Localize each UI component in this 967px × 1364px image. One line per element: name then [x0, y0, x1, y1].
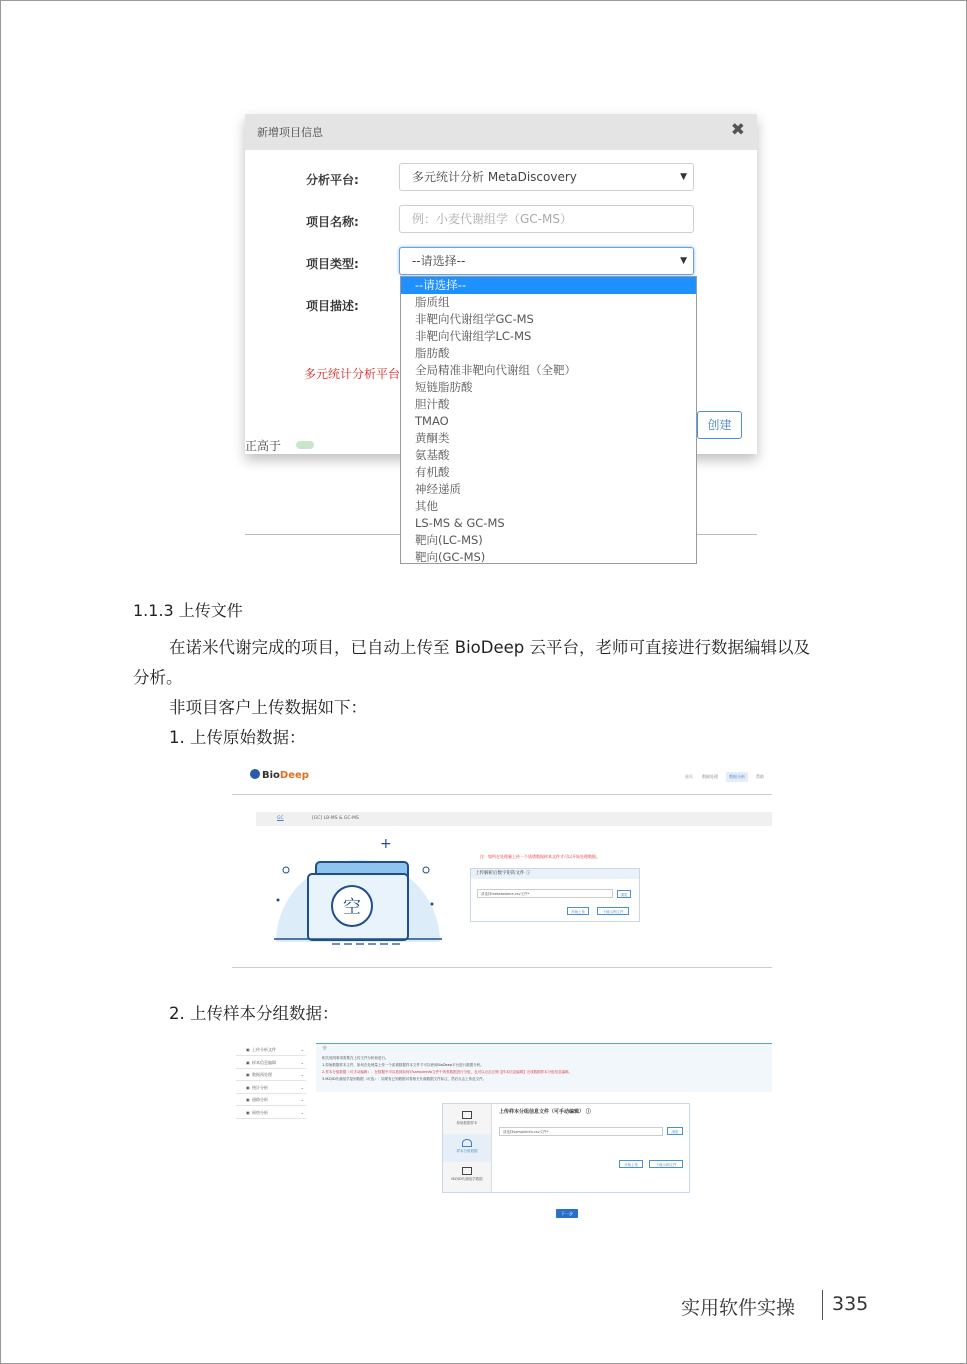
nav-analysis[interactable]: 数据分析	[726, 772, 748, 782]
project-name-input[interactable]	[399, 205, 694, 233]
sidebar-item-label: 网络分析	[252, 1109, 268, 1115]
dropdown-option[interactable]: 脂肪酸	[415, 346, 450, 360]
chevron-down-icon: ⌄	[300, 1097, 304, 1102]
svg-text:+: +	[380, 836, 392, 852]
sidebar-item-label: 数据预处理	[252, 1072, 272, 1077]
sidebar-item-label: 统计分析	[252, 1084, 268, 1090]
sampleinfo-file-input[interactable]: 请选择sampleinfo.csv文件*	[499, 1127, 663, 1136]
info-line: 2.样本分组数据（可手动编辑）：在数据中可以看到如何对sampleinfo文件中所需数据进行分组，也可以点击左侧【样本信息编辑】完成数据样本分组信息编辑。	[322, 1070, 573, 1074]
sample-upload-panel	[442, 1103, 690, 1193]
platform-select[interactable]	[399, 163, 694, 191]
sidebar-item[interactable]	[236, 1070, 306, 1081]
matrix-upload-panel	[470, 868, 640, 922]
tab-label: 原始数据样本	[456, 1121, 478, 1125]
dropdown-option[interactable]: 全局精准非靶向代谢组（全靶）	[415, 363, 576, 377]
molecule-icon	[462, 1167, 472, 1175]
matrix-upload-title: 上传解析后数字矩阵文件 ⓘ	[471, 869, 639, 879]
dropdown-option[interactable]: 短链脂肪酸	[415, 380, 473, 394]
dialog-title: 新增项目信息	[257, 126, 323, 139]
nav-help[interactable]: 帮助	[756, 774, 764, 779]
chevron-down-icon: ⌄	[300, 1084, 304, 1090]
sidebar-item-icon: ▣	[246, 1072, 250, 1077]
create-button[interactable]: 创建	[697, 411, 742, 439]
table-icon	[462, 1111, 472, 1119]
platform-label: 分析平台:	[306, 173, 359, 187]
tab-raw-data[interactable]	[443, 1106, 491, 1134]
nav-home[interactable]: 首页	[685, 774, 693, 779]
dropdown-option[interactable]: 靶向(GC-MS)	[415, 550, 486, 564]
breadcrumb-text: [GC] LB-MS & GC-MS	[312, 816, 359, 821]
dropdown-option[interactable]: LS-MS & GC-MS	[415, 516, 505, 530]
project-type-label: 项目类型:	[306, 257, 359, 271]
section-heading: 1.1.3 上传文件	[133, 601, 243, 620]
paragraph-1-line-1: 在诺米代谢完成的项目，已自动上传至 BioDeep 云平台，老师可直接进行数据编辑以及	[169, 638, 810, 657]
download-template-button[interactable]: 下载示例文件	[649, 1160, 683, 1168]
empty-folder-illustration	[268, 834, 448, 946]
biodeep-logo-icon	[250, 769, 260, 779]
underlying-badge	[296, 441, 314, 449]
sidebar-item-icon: ▣	[246, 1097, 250, 1102]
lightbulb-icon: ☼	[322, 1045, 328, 1052]
dropdown-option[interactable]: 非靶向代谢组学LC-MS	[415, 329, 532, 343]
sample-group-upload-screenshot	[232, 1040, 772, 1222]
project-type-select[interactable]	[399, 247, 694, 275]
sidebar-item[interactable]	[236, 1095, 306, 1106]
sidebar-item-label: 样本信息编辑	[252, 1059, 276, 1065]
tab-label: 样本分组数据	[456, 1149, 478, 1153]
sidebar-item-icon: ▣	[246, 1109, 250, 1115]
footer-separator	[822, 1290, 823, 1320]
empty-glyph: 空	[343, 897, 361, 918]
sidebar-item-icon: ▣	[246, 1047, 250, 1052]
start-upload-button[interactable]: 开始上传	[567, 907, 589, 915]
upload-type-tabs	[443, 1104, 492, 1192]
info-line: 1.原始数据样本文件，如何在处理量上传一个质谱数据样本文件才可以使用BioDeep平台进行数据分析。	[322, 1063, 484, 1067]
paragraph-1-line-2: 分析。	[133, 668, 183, 687]
chevron-down-icon: ⌄	[300, 1059, 304, 1065]
matrix-file-input[interactable]: 请选择metabolome.csv文件*	[477, 889, 613, 898]
step-1-label: 1. 上传原始数据：	[169, 728, 306, 747]
dropdown-option[interactable]: 非靶向代谢组学GC-MS	[415, 312, 534, 326]
upload-warning: 注：如所在处理量上传一个质谱数据样本文件才可以开始处理数据。	[480, 854, 600, 859]
paragraph-2: 非项目客户上传数据如下：	[169, 698, 367, 717]
sidebar-item[interactable]	[236, 1058, 306, 1069]
sidebar-item[interactable]	[236, 1083, 306, 1094]
dialog-header	[245, 114, 757, 150]
nav-processing[interactable]: 数据处理	[702, 774, 718, 779]
underlying-text: 正高于	[245, 439, 282, 453]
tab-mz-id[interactable]	[443, 1162, 491, 1190]
page-number: 335	[832, 1293, 869, 1315]
raw-data-upload-screenshot	[232, 762, 772, 970]
info-box	[316, 1043, 772, 1092]
sidebar-item-label: 上传分析文件	[252, 1047, 276, 1052]
platform-value: 多元统计分析 MetaDiscovery	[412, 170, 577, 184]
download-template-button[interactable]: 下载示例文件	[597, 907, 629, 915]
dropdown-option[interactable]: 胆汁酸	[415, 397, 450, 411]
caret-down-icon: ▼	[680, 256, 687, 266]
dropdown-option[interactable]: 有机酸	[415, 465, 450, 479]
tab-label: MZ/ID代谢组学数据	[451, 1177, 483, 1181]
chevron-down-icon: ⌄	[300, 1072, 304, 1077]
header-divider	[232, 794, 772, 795]
sidebar-item-icon: ▣	[246, 1059, 250, 1065]
project-name-placeholder: 例：小麦代谢组学（GC-MS）	[412, 212, 572, 226]
dropdown-option[interactable]: 氨基酸	[415, 448, 450, 462]
info-line: 相关说明事项需要在上传文件分析前进行。	[322, 1056, 389, 1060]
chevron-down-icon: ⌄	[300, 1047, 304, 1052]
caret-down-icon: ▼	[680, 172, 687, 182]
info-line: 3.MZ/ID代谢组学鉴别数据（可选）：如果有已知数据可将相关代谢数据文件标注，然后点击上传此文件。	[322, 1077, 487, 1081]
sample-upload-title: 上传样本分组信息文件（可手动编辑） ⓘ	[499, 1109, 591, 1115]
start-upload-button[interactable]: 开始上传	[619, 1160, 643, 1168]
dropdown-option[interactable]: TMAO	[415, 414, 449, 428]
book-title: 实用软件实操	[681, 1297, 796, 1319]
dropdown-option[interactable]: 脂质组	[415, 295, 450, 309]
sidebar-item-icon: ▣	[246, 1084, 250, 1090]
browse-button[interactable]: 浏览	[667, 1127, 683, 1135]
project-type-dropdown[interactable]	[400, 276, 697, 564]
chevron-down-icon: ⌄	[300, 1109, 304, 1115]
logo-bio-text: Bio	[262, 770, 280, 781]
person-icon	[462, 1139, 472, 1147]
project-type-value: --请选择--	[412, 254, 466, 268]
sidebar-item-label: 通路分析	[252, 1097, 268, 1102]
logo-deep-text: Deep	[279, 770, 309, 781]
tab-sample-group[interactable]	[443, 1134, 491, 1162]
sidebar-item[interactable]	[236, 1108, 306, 1119]
biodeep-logo	[250, 769, 309, 781]
close-icon[interactable]: ✖	[730, 120, 745, 140]
screenshot-bottom-line	[232, 967, 772, 968]
sidebar-item[interactable]	[236, 1045, 306, 1056]
breadcrumb-link[interactable]: GC	[277, 816, 284, 821]
platform-warning: 多元统计分析平台	[304, 367, 401, 381]
browse-button[interactable]: 浏览	[617, 890, 631, 898]
dropdown-option[interactable]: 靶向(LC-MS)	[415, 533, 483, 547]
dropdown-option[interactable]: 其他	[415, 499, 438, 513]
dropdown-option[interactable]: 黄酮类	[415, 431, 450, 445]
dropdown-option[interactable]: --请选择--	[401, 277, 696, 294]
project-name-label: 项目名称:	[306, 215, 359, 229]
step-2-label: 2. 上传样本分组数据：	[169, 1004, 339, 1023]
next-button[interactable]: 下一步	[556, 1209, 578, 1218]
project-desc-label: 项目描述:	[306, 299, 359, 313]
dropdown-option[interactable]: 神经递质	[415, 482, 461, 496]
